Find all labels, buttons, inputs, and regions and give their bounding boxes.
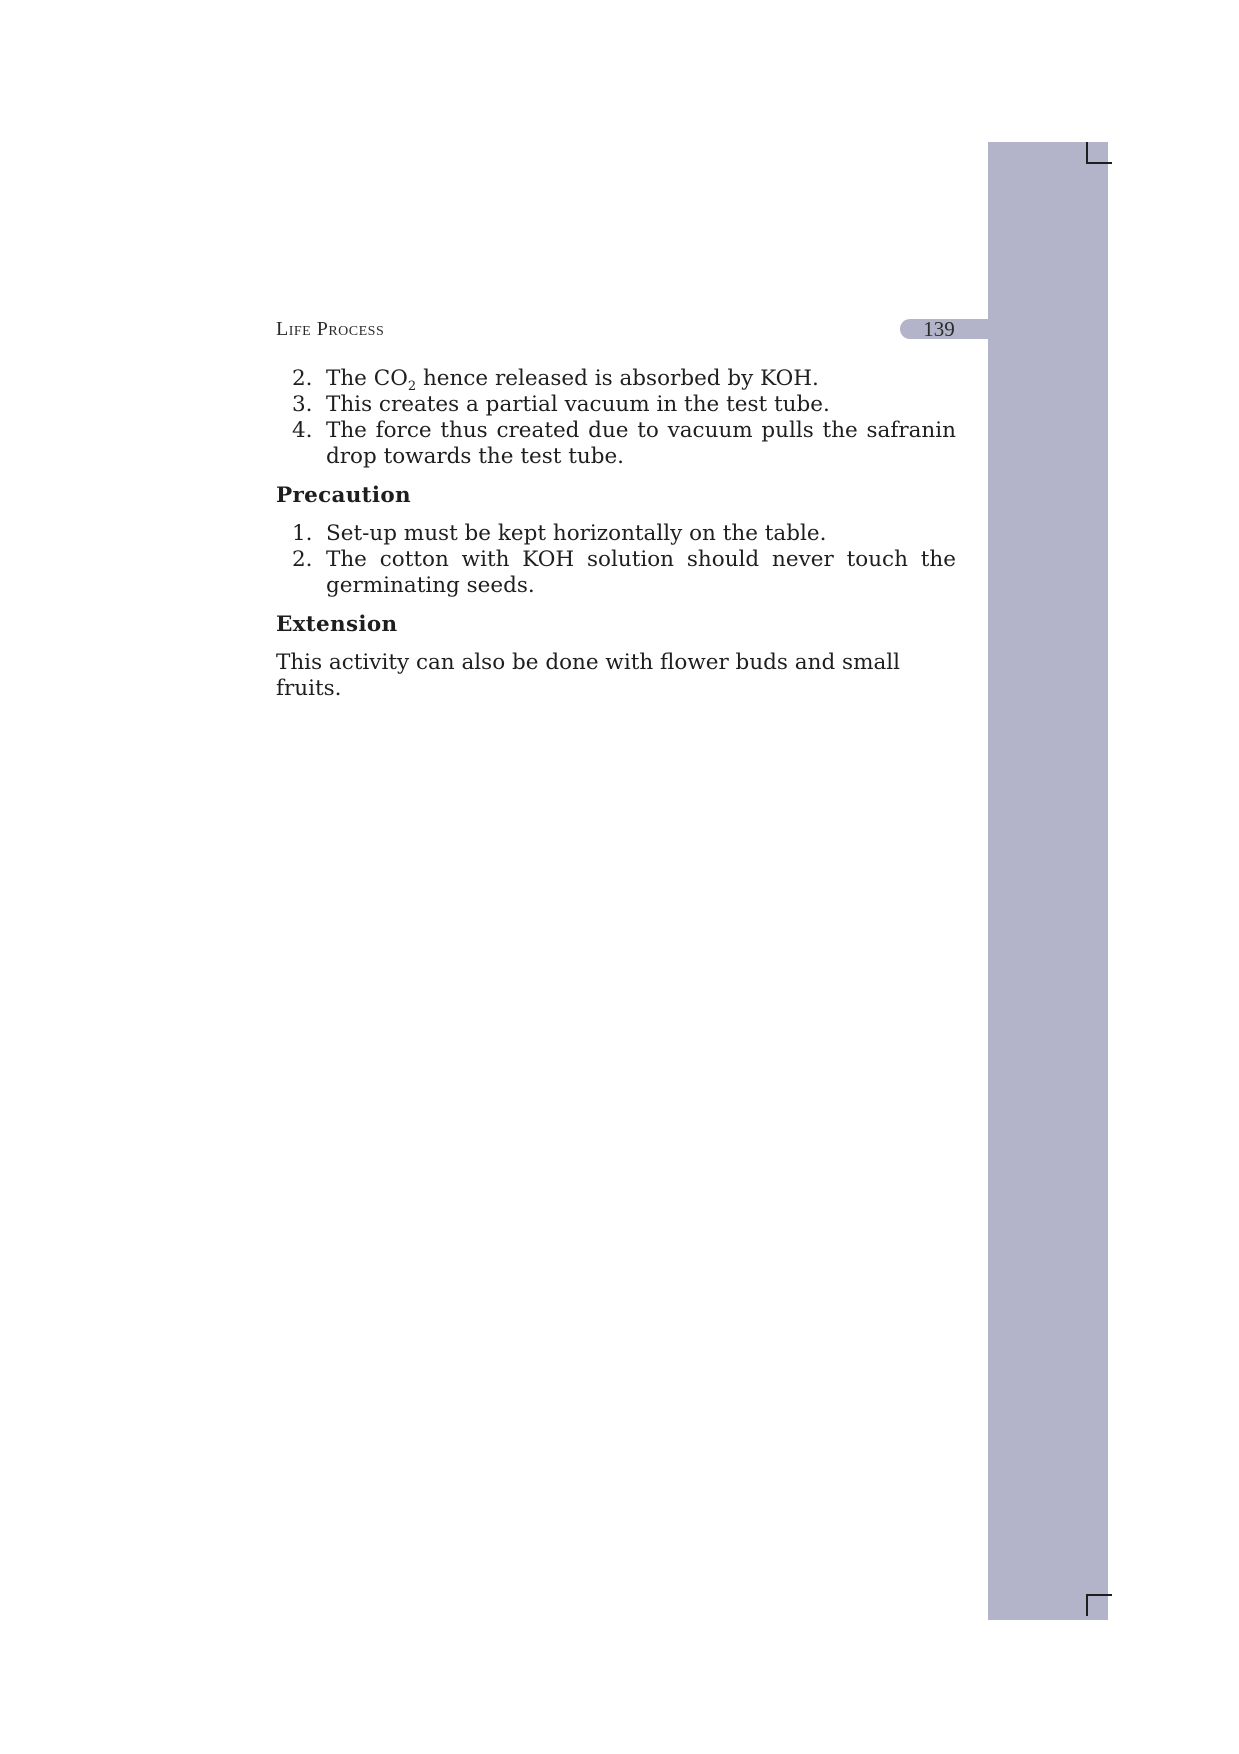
list-item	[276, 521, 956, 547]
extension-text: This activity can also be done with flower buds and small fruits.	[276, 650, 901, 701]
precaution-heading: Precaution	[276, 483, 411, 508]
procedure-steps-list	[276, 366, 956, 470]
subscript: 2	[407, 379, 417, 394]
bottom-crop-mark	[1086, 1594, 1112, 1616]
list-item	[276, 547, 956, 599]
page-number: 139	[923, 317, 955, 341]
item-number: 2.	[292, 547, 313, 572]
item-text-part: hence released is absorbed by KOH.	[416, 366, 819, 391]
top-crop-mark	[1086, 142, 1112, 164]
item-text: This creates a partial vacuum in the test tube.	[326, 392, 830, 417]
page-content	[276, 366, 956, 702]
item-number: 1.	[292, 521, 313, 546]
side-color-band	[988, 142, 1108, 1620]
list-item	[276, 392, 956, 418]
list-item	[276, 366, 956, 392]
item-text: The force thus created due to vacuum pulls the safranin drop towards the test tube.	[326, 418, 956, 469]
extension-heading: Extension	[276, 612, 398, 637]
item-number: 4.	[292, 418, 313, 443]
precaution-list	[276, 521, 956, 599]
item-number: 3.	[292, 392, 313, 417]
item-text: Set-up must be kept horizontally on the table.	[326, 521, 827, 546]
item-number: 2.	[292, 366, 313, 391]
list-item	[276, 418, 956, 470]
running-head-title: Life Process	[276, 318, 385, 340]
item-text-part: The CO	[326, 366, 408, 391]
item-text: The cotton with KOH solution should never touch the germinating seeds.	[326, 547, 956, 598]
